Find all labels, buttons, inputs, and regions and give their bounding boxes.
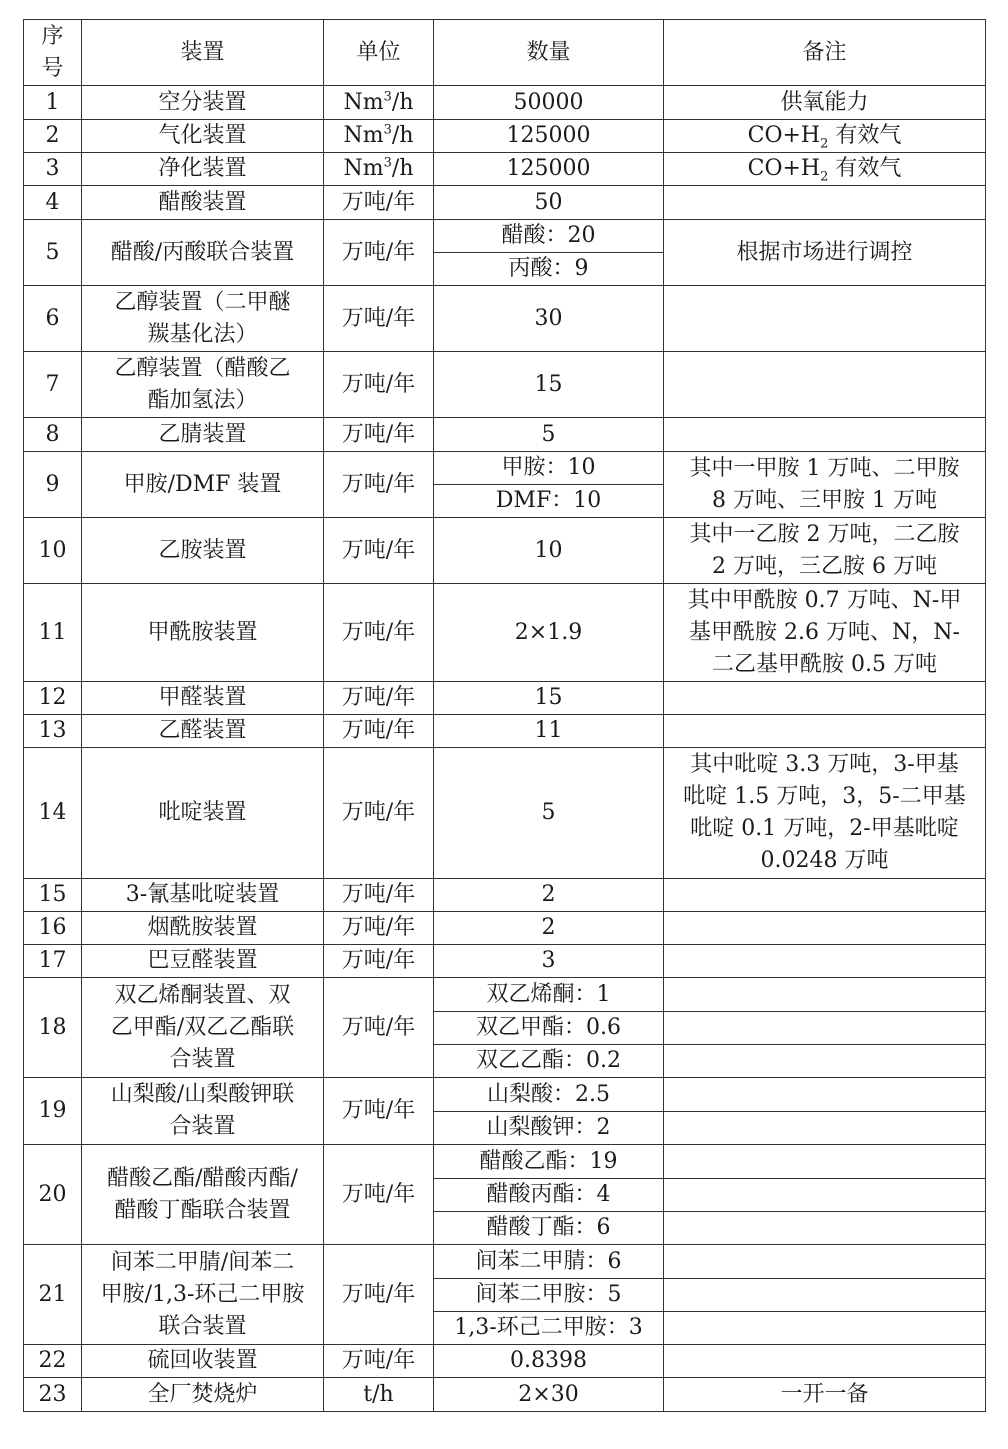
cell-device: 乙腈装置 bbox=[82, 418, 324, 452]
cell-unit: 万吨/年 bbox=[324, 1345, 434, 1378]
table-row bbox=[24, 220, 986, 253]
cell-device: 吡啶装置 bbox=[82, 748, 324, 879]
cell-device: 乙胺装置 bbox=[82, 518, 324, 584]
cell-quantity: 1,3-环己二甲胺：3 bbox=[434, 1312, 664, 1345]
cell-device: 乙醇装置（醋酸乙 酯加氢法） bbox=[82, 352, 324, 418]
table-row bbox=[24, 1378, 986, 1412]
table-header-row bbox=[24, 20, 986, 86]
cell-quantity: 15 bbox=[434, 682, 664, 715]
cell-quantity: 125000 bbox=[434, 153, 664, 186]
cell-note bbox=[664, 1012, 986, 1045]
cell-unit: 万吨/年 bbox=[324, 352, 434, 418]
table-row bbox=[24, 682, 986, 715]
cell-device: 硫回收装置 bbox=[82, 1345, 324, 1378]
cell-unit: Nm$^3$/h bbox=[324, 86, 434, 120]
cell-unit: t/h bbox=[324, 1378, 434, 1412]
cell-quantity: 50 bbox=[434, 186, 664, 220]
cell-note bbox=[664, 418, 986, 452]
table-row bbox=[24, 1345, 986, 1378]
cell-quantity: 0.8398 bbox=[434, 1345, 664, 1378]
cell-quantity: 双乙烯酮：1 bbox=[434, 978, 664, 1012]
cell-device: 醋酸乙酯/醋酸丙酯/ 醋酸丁酯联合装置 bbox=[82, 1145, 324, 1245]
table-row bbox=[24, 153, 986, 186]
cell-quantity: 间苯二甲腈：6 bbox=[434, 1245, 664, 1279]
cell-no: 4 bbox=[24, 186, 82, 220]
cell-note: 其中吡啶 3.3 万吨，3-甲基 吡啶 1.5 万吨，3，5-二甲基 吡啶 0.1 万吨，2-甲基吡啶 0.0248 万吨 bbox=[664, 748, 986, 879]
cell-device: 醋酸/丙酸联合装置 bbox=[82, 220, 324, 286]
table-row bbox=[24, 286, 986, 352]
table-row bbox=[24, 715, 986, 748]
cell-unit: 万吨/年 bbox=[324, 418, 434, 452]
cell-quantity: 丙酸：9 bbox=[434, 253, 664, 286]
cell-note bbox=[664, 1345, 986, 1378]
cell-device: 乙醇装置（二甲醚 羰基化法） bbox=[82, 286, 324, 352]
cell-quantity: 山梨酸钾：2 bbox=[434, 1112, 664, 1145]
cell-no: 5 bbox=[24, 220, 82, 286]
cell-device: 全厂焚烧炉 bbox=[82, 1378, 324, 1412]
cell-quantity: 50000 bbox=[434, 86, 664, 120]
cell-unit: 万吨/年 bbox=[324, 682, 434, 715]
cell-no: 9 bbox=[24, 452, 82, 518]
cell-device: 双乙烯酮装置、双 乙甲酯/双乙乙酯联 合装置 bbox=[82, 978, 324, 1078]
cell-quantity: 山梨酸：2.5 bbox=[434, 1078, 664, 1112]
table-row bbox=[24, 518, 986, 584]
cell-quantity: 2 bbox=[434, 879, 664, 912]
cell-note: 其中一甲胺 1 万吨、二甲胺 8 万吨、三甲胺 1 万吨 bbox=[664, 452, 986, 518]
cell-unit: 万吨/年 bbox=[324, 715, 434, 748]
cell-quantity: DMF：10 bbox=[434, 485, 664, 518]
table-row bbox=[24, 1145, 986, 1179]
cell-unit: 万吨/年 bbox=[324, 584, 434, 682]
cell-device: 山梨酸/山梨酸钾联 合装置 bbox=[82, 1078, 324, 1145]
cell-device: 烟酰胺装置 bbox=[82, 912, 324, 945]
cell-note bbox=[664, 1212, 986, 1245]
cell-unit: 万吨/年 bbox=[324, 945, 434, 978]
cell-unit: Nm$^3$/h bbox=[324, 120, 434, 153]
cell-unit: 万吨/年 bbox=[324, 978, 434, 1078]
table-row bbox=[24, 912, 986, 945]
table-row bbox=[24, 945, 986, 978]
cell-quantity: 双乙甲酯：0.6 bbox=[434, 1012, 664, 1045]
cell-quantity: 2×30 bbox=[434, 1378, 664, 1412]
cell-unit: 万吨/年 bbox=[324, 452, 434, 518]
cell-quantity: 醋酸：20 bbox=[434, 220, 664, 253]
cell-quantity: 15 bbox=[434, 352, 664, 418]
cell-no: 15 bbox=[24, 879, 82, 912]
cell-no: 18 bbox=[24, 978, 82, 1078]
cell-no: 7 bbox=[24, 352, 82, 418]
table-row bbox=[24, 452, 986, 485]
cell-quantity: 10 bbox=[434, 518, 664, 584]
cell-quantity: 间苯二甲胺：5 bbox=[434, 1279, 664, 1312]
cell-no: 16 bbox=[24, 912, 82, 945]
header-unit: 单位 bbox=[324, 20, 434, 86]
cell-device: 乙醛装置 bbox=[82, 715, 324, 748]
cell-quantity: 5 bbox=[434, 748, 664, 879]
cell-note: 供氧能力 bbox=[664, 86, 986, 120]
cell-device: 甲胺/DMF 装置 bbox=[82, 452, 324, 518]
cell-note bbox=[664, 1112, 986, 1145]
cell-quantity: 醋酸乙酯：19 bbox=[434, 1145, 664, 1179]
table-row bbox=[24, 418, 986, 452]
cell-no: 3 bbox=[24, 153, 82, 186]
table-row bbox=[24, 748, 986, 879]
equipment-table bbox=[23, 19, 986, 1412]
cell-device: 净化装置 bbox=[82, 153, 324, 186]
cell-note: $CO+H_2$ 有效气 bbox=[664, 153, 986, 186]
cell-note: 其中甲酰胺 0.7 万吨、N-甲 基甲酰胺 2.6 万吨、N，N- 二乙基甲酰胺 0.5 万吨 bbox=[664, 584, 986, 682]
cell-unit: 万吨/年 bbox=[324, 186, 434, 220]
cell-note bbox=[664, 286, 986, 352]
cell-device: 间苯二甲腈/间苯二 甲胺/1,3-环己二甲胺 联合装置 bbox=[82, 1245, 324, 1345]
cell-quantity: 甲胺：10 bbox=[434, 452, 664, 485]
cell-note bbox=[664, 879, 986, 912]
cell-quantity: 2×1.9 bbox=[434, 584, 664, 682]
cell-note bbox=[664, 1245, 986, 1279]
cell-unit: 万吨/年 bbox=[324, 748, 434, 879]
cell-quantity: 3 bbox=[434, 945, 664, 978]
cell-note bbox=[664, 186, 986, 220]
cell-device: 巴豆醛装置 bbox=[82, 945, 324, 978]
cell-note bbox=[664, 912, 986, 945]
cell-no: 14 bbox=[24, 748, 82, 879]
cell-note bbox=[664, 715, 986, 748]
cell-no: 12 bbox=[24, 682, 82, 715]
header-device: 装置 bbox=[82, 20, 324, 86]
table-row bbox=[24, 879, 986, 912]
header-quantity: 数量 bbox=[434, 20, 664, 86]
cell-note: $CO+H_2$ 有效气 bbox=[664, 120, 986, 153]
cell-note bbox=[664, 978, 986, 1012]
cell-quantity: 30 bbox=[434, 286, 664, 352]
cell-device: 气化装置 bbox=[82, 120, 324, 153]
cell-note bbox=[664, 945, 986, 978]
cell-unit: 万吨/年 bbox=[324, 1245, 434, 1345]
cell-no: 20 bbox=[24, 1145, 82, 1245]
cell-no: 19 bbox=[24, 1078, 82, 1145]
cell-note bbox=[664, 352, 986, 418]
cell-quantity: 醋酸丁酯：6 bbox=[434, 1212, 664, 1245]
cell-note: 其中一乙胺 2 万吨，二乙胺 2 万吨，三乙胺 6 万吨 bbox=[664, 518, 986, 584]
cell-no: 2 bbox=[24, 120, 82, 153]
table-row bbox=[24, 120, 986, 153]
cell-no: 10 bbox=[24, 518, 82, 584]
cell-quantity: 2 bbox=[434, 912, 664, 945]
header-no: 序 号 bbox=[24, 20, 82, 86]
cell-unit: Nm$^3$/h bbox=[324, 153, 434, 186]
cell-quantity: 11 bbox=[434, 715, 664, 748]
cell-note: 一开一备 bbox=[664, 1378, 986, 1412]
cell-device: 空分装置 bbox=[82, 86, 324, 120]
cell-note bbox=[664, 1179, 986, 1212]
cell-device: 甲酰胺装置 bbox=[82, 584, 324, 682]
cell-no: 17 bbox=[24, 945, 82, 978]
cell-quantity: 125000 bbox=[434, 120, 664, 153]
table-row bbox=[24, 86, 986, 120]
cell-note bbox=[664, 1279, 986, 1312]
table-row bbox=[24, 186, 986, 220]
cell-no: 22 bbox=[24, 1345, 82, 1378]
cell-no: 1 bbox=[24, 86, 82, 120]
cell-note bbox=[664, 1078, 986, 1112]
table-row bbox=[24, 584, 986, 682]
cell-unit: 万吨/年 bbox=[324, 1078, 434, 1145]
cell-note bbox=[664, 1312, 986, 1345]
cell-unit: 万吨/年 bbox=[324, 879, 434, 912]
cell-note bbox=[664, 682, 986, 715]
cell-unit: 万吨/年 bbox=[324, 220, 434, 286]
cell-device: 3-氰基吡啶装置 bbox=[82, 879, 324, 912]
cell-no: 13 bbox=[24, 715, 82, 748]
cell-device: 甲醛装置 bbox=[82, 682, 324, 715]
cell-note bbox=[664, 1045, 986, 1078]
cell-quantity: 双乙乙酯：0.2 bbox=[434, 1045, 664, 1078]
cell-unit: 万吨/年 bbox=[324, 912, 434, 945]
cell-quantity: 5 bbox=[434, 418, 664, 452]
table-row bbox=[24, 1245, 986, 1279]
table-row bbox=[24, 352, 986, 418]
cell-no: 8 bbox=[24, 418, 82, 452]
cell-no: 11 bbox=[24, 584, 82, 682]
cell-device: 醋酸装置 bbox=[82, 186, 324, 220]
table-row bbox=[24, 1078, 986, 1112]
cell-note: 根据市场进行调控 bbox=[664, 220, 986, 286]
cell-unit: 万吨/年 bbox=[324, 518, 434, 584]
header-note: 备注 bbox=[664, 20, 986, 86]
cell-quantity: 醋酸丙酯：4 bbox=[434, 1179, 664, 1212]
table-row bbox=[24, 978, 986, 1012]
cell-no: 23 bbox=[24, 1378, 82, 1412]
cell-note bbox=[664, 1145, 986, 1179]
cell-unit: 万吨/年 bbox=[324, 1145, 434, 1245]
cell-unit: 万吨/年 bbox=[324, 286, 434, 352]
cell-no: 6 bbox=[24, 286, 82, 352]
cell-no: 21 bbox=[24, 1245, 82, 1345]
